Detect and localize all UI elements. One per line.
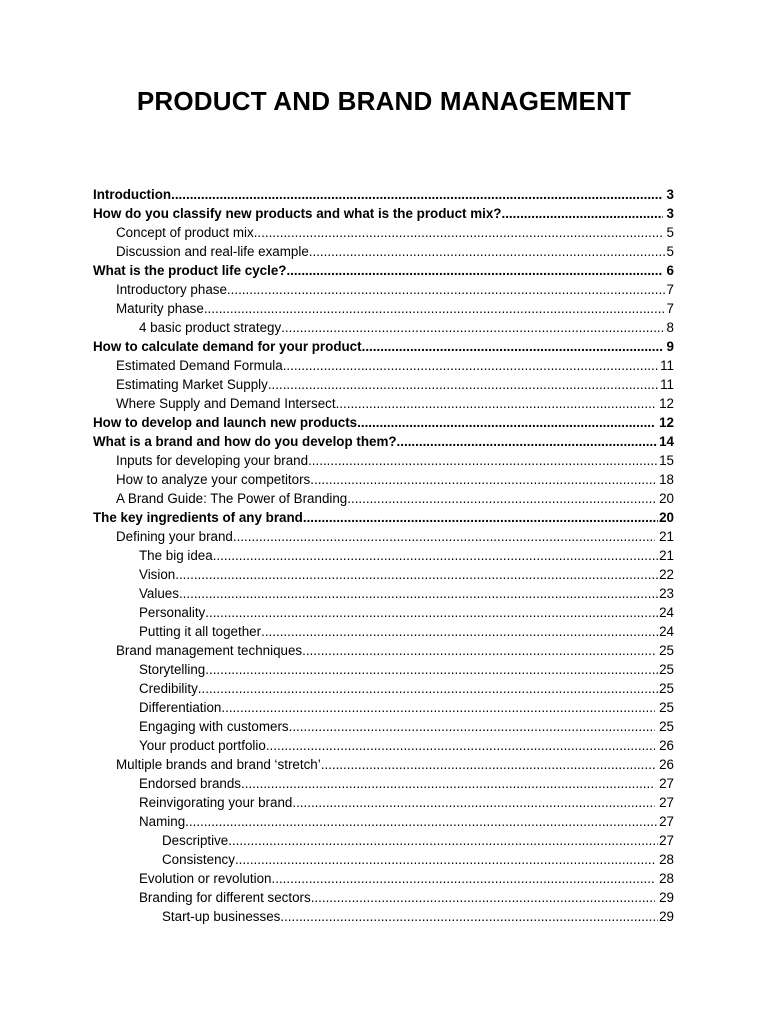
toc-entry-title: Multiple brands and brand ‘stretch’ (116, 757, 321, 772)
toc-entry[interactable] (93, 755, 674, 774)
toc-entry-title: Consistency (162, 852, 235, 867)
toc-entry[interactable] (93, 185, 674, 204)
toc-entry[interactable] (93, 527, 674, 546)
toc-entry-title: Descriptive (162, 833, 229, 848)
toc-entry-title: Engaging with customers (139, 719, 289, 734)
toc-entry[interactable] (93, 622, 674, 641)
toc-entry[interactable] (93, 831, 674, 850)
toc-entry-page-number: 12 (659, 415, 674, 430)
toc-entry-title: The big idea (139, 548, 213, 563)
toc-entry[interactable] (93, 774, 674, 793)
toc-entry-title: Vision (139, 567, 176, 582)
toc-entry-title: Credibility (139, 681, 198, 696)
toc-dot-leader (241, 774, 655, 793)
toc-dot-leader (362, 337, 663, 356)
toc-dot-leader (303, 508, 658, 527)
toc-entry[interactable] (93, 546, 674, 565)
toc-entry[interactable] (93, 413, 674, 432)
toc-entry-title: What is a brand and how do you develop them? (93, 434, 397, 449)
toc-entry[interactable] (93, 698, 674, 717)
toc-entry-page-number: 8 (666, 320, 674, 335)
toc-entry-title: Discussion and real-life example (116, 244, 309, 259)
toc-entry-page-number: 23 (659, 586, 674, 601)
toc-entry-title: Start-up businesses (162, 909, 281, 924)
toc-entry-page-number: 18 (659, 472, 674, 487)
toc-entry-title: Your product portfolio (139, 738, 266, 753)
toc-entry-title: Branding for different sectors (139, 890, 311, 905)
toc-entry-page-number: 20 (659, 491, 674, 506)
toc-entry-page-number: 27 (659, 833, 674, 848)
toc-entry[interactable] (93, 565, 674, 584)
toc-entry-title: Estimated Demand Formula (116, 358, 283, 373)
toc-entry-page-number: 24 (659, 624, 674, 639)
toc-entry-page-number: 25 (659, 643, 674, 658)
toc-dot-leader (281, 318, 662, 337)
toc-dot-leader (292, 793, 655, 812)
toc-entry[interactable] (93, 679, 674, 698)
toc-entry-title: Where Supply and Demand Intersect (116, 396, 336, 411)
toc-entry[interactable] (93, 299, 674, 318)
toc-entry-title: How to calculate demand for your product (93, 339, 362, 354)
toc-entry[interactable] (93, 470, 674, 489)
toc-entry-page-number: 27 (659, 814, 674, 829)
toc-dot-leader (266, 736, 655, 755)
toc-dot-leader (280, 907, 658, 926)
toc-dot-leader (308, 451, 658, 470)
toc-entry-title: Naming (139, 814, 186, 829)
toc-entry[interactable] (93, 280, 674, 299)
toc-entry-page-number: 15 (659, 453, 674, 468)
toc-entry-title: How do you classify new products and what is the product mix? (93, 206, 502, 221)
toc-entry-page-number: 3 (666, 206, 674, 221)
toc-entry[interactable] (93, 603, 674, 622)
toc-dot-leader (235, 850, 655, 869)
toc-entry[interactable] (93, 394, 674, 413)
toc-entry-title: How to develop and launch new products (93, 415, 358, 430)
toc-entry-page-number: 22 (659, 567, 674, 582)
toc-entry[interactable] (93, 375, 674, 394)
toc-dot-leader (205, 603, 658, 622)
toc-dot-leader (204, 299, 666, 318)
toc-dot-leader (272, 869, 656, 888)
toc-entry-page-number: 29 (659, 909, 674, 924)
toc-entry-page-number: 24 (659, 605, 674, 620)
toc-entry-title: Storytelling (139, 662, 206, 677)
toc-dot-leader (198, 679, 658, 698)
toc-entry-title: Inputs for developing your brand (116, 453, 309, 468)
toc-entry-page-number: 11 (660, 358, 674, 373)
toc-entry-title: The key ingredients of any brand (93, 510, 303, 525)
toc-entry-title: Reinvigorating your brand (139, 795, 293, 810)
toc-entry-page-number: 5 (666, 225, 674, 240)
toc-entry-page-number: 27 (659, 795, 674, 810)
toc-entry[interactable] (93, 204, 674, 223)
toc-entry[interactable] (93, 432, 674, 451)
toc-entry-page-number: 3 (666, 187, 674, 202)
toc-entry-page-number: 25 (659, 681, 674, 696)
toc-dot-leader (302, 641, 655, 660)
toc-entry-title: Values (139, 586, 179, 601)
toc-entry[interactable] (93, 508, 674, 527)
toc-entry-page-number: 7 (666, 282, 674, 297)
toc-entry[interactable] (93, 451, 674, 470)
toc-entry-page-number: 6 (666, 263, 674, 278)
toc-dot-leader (175, 565, 658, 584)
toc-entry[interactable] (93, 736, 674, 755)
toc-entry-page-number: 28 (659, 871, 674, 886)
toc-entry[interactable] (93, 337, 674, 356)
toc-entry-page-number: 28 (659, 852, 674, 867)
toc-entry[interactable] (93, 356, 674, 375)
toc-dot-leader (185, 812, 658, 831)
toc-entry[interactable] (93, 261, 674, 280)
toc-entry[interactable] (93, 584, 674, 603)
toc-entry-page-number: 25 (659, 700, 674, 715)
toc-dot-leader (213, 546, 658, 565)
toc-dot-leader (205, 660, 658, 679)
toc-dot-leader (286, 261, 662, 280)
toc-entry-page-number: 25 (659, 662, 674, 677)
toc-dot-leader (227, 280, 666, 299)
document-title: PRODUCT AND BRAND MANAGEMENT (136, 86, 632, 116)
toc-entry[interactable] (93, 489, 674, 508)
toc-entry-page-number: 14 (659, 434, 674, 449)
toc-dot-leader (289, 717, 655, 736)
toc-entry-title: Concept of product mix (116, 225, 254, 240)
toc-entry[interactable] (93, 888, 674, 907)
toc-entry-title: Putting it all together (139, 624, 262, 639)
toc-entry-title: What is the product life cycle? (93, 263, 287, 278)
toc-entry[interactable] (93, 793, 674, 812)
toc-entry-title: Defining your brand (116, 529, 233, 544)
toc-entry[interactable] (93, 641, 674, 660)
table-of-contents (93, 185, 674, 926)
toc-dot-leader (179, 584, 658, 603)
toc-entry-title: Personality (139, 605, 206, 620)
toc-entry-title: A Brand Guide: The Power of Branding (116, 491, 348, 506)
toc-dot-leader (309, 242, 666, 261)
toc-dot-leader (221, 698, 655, 717)
toc-dot-leader (261, 622, 658, 641)
toc-entry[interactable] (93, 869, 674, 888)
toc-entry[interactable] (93, 812, 674, 831)
toc-entry-page-number: 21 (659, 529, 674, 544)
toc-entry-title: Evolution or revolution (139, 871, 272, 886)
toc-entry-page-number: 27 (659, 776, 674, 791)
toc-entry-title: Differentiation (139, 700, 222, 715)
toc-entry[interactable] (93, 318, 674, 337)
toc-entry-page-number: 11 (660, 377, 674, 392)
toc-dot-leader (233, 527, 655, 546)
toc-entry-page-number: 26 (659, 757, 674, 772)
toc-dot-leader (254, 223, 663, 242)
toc-dot-leader (357, 413, 655, 432)
toc-entry-page-number: 7 (666, 301, 674, 316)
toc-entry[interactable] (93, 223, 674, 242)
toc-entry-title: Brand management techniques (116, 643, 303, 658)
toc-entry-title: Estimating Market Supply (116, 377, 268, 392)
toc-entry-page-number: 29 (659, 890, 674, 905)
toc-entry-title: Endorsed brands (139, 776, 241, 791)
toc-dot-leader (310, 470, 655, 489)
toc-entry-page-number: 9 (666, 339, 674, 354)
toc-entry-page-number: 21 (659, 548, 674, 563)
toc-dot-leader (311, 888, 655, 907)
toc-dot-leader (347, 489, 655, 508)
toc-entry-page-number: 26 (659, 738, 674, 753)
toc-dot-leader (501, 204, 662, 223)
toc-entry-title: How to analyze your competitors (116, 472, 311, 487)
toc-entry[interactable] (93, 242, 674, 261)
toc-dot-leader (336, 394, 656, 413)
toc-dot-leader (321, 755, 655, 774)
toc-entry[interactable] (93, 660, 674, 679)
toc-dot-leader (228, 831, 658, 850)
toc-dot-leader (283, 356, 659, 375)
toc-entry[interactable] (93, 717, 674, 736)
toc-entry-title: 4 basic product strategy (139, 320, 282, 335)
toc-entry-page-number: 25 (659, 719, 674, 734)
toc-entry[interactable] (93, 850, 674, 869)
toc-entry-title: Introductory phase (116, 282, 227, 297)
toc-entry-page-number: 5 (666, 244, 674, 259)
toc-dot-leader (268, 375, 659, 394)
toc-entry-page-number: 20 (659, 510, 674, 525)
toc-entry-title: Maturity phase (116, 301, 204, 316)
toc-dot-leader (397, 432, 659, 451)
toc-dot-leader (171, 185, 662, 204)
toc-entry[interactable] (93, 907, 674, 926)
toc-entry-title: Introduction (93, 187, 172, 202)
toc-entry-page-number: 12 (659, 396, 674, 411)
